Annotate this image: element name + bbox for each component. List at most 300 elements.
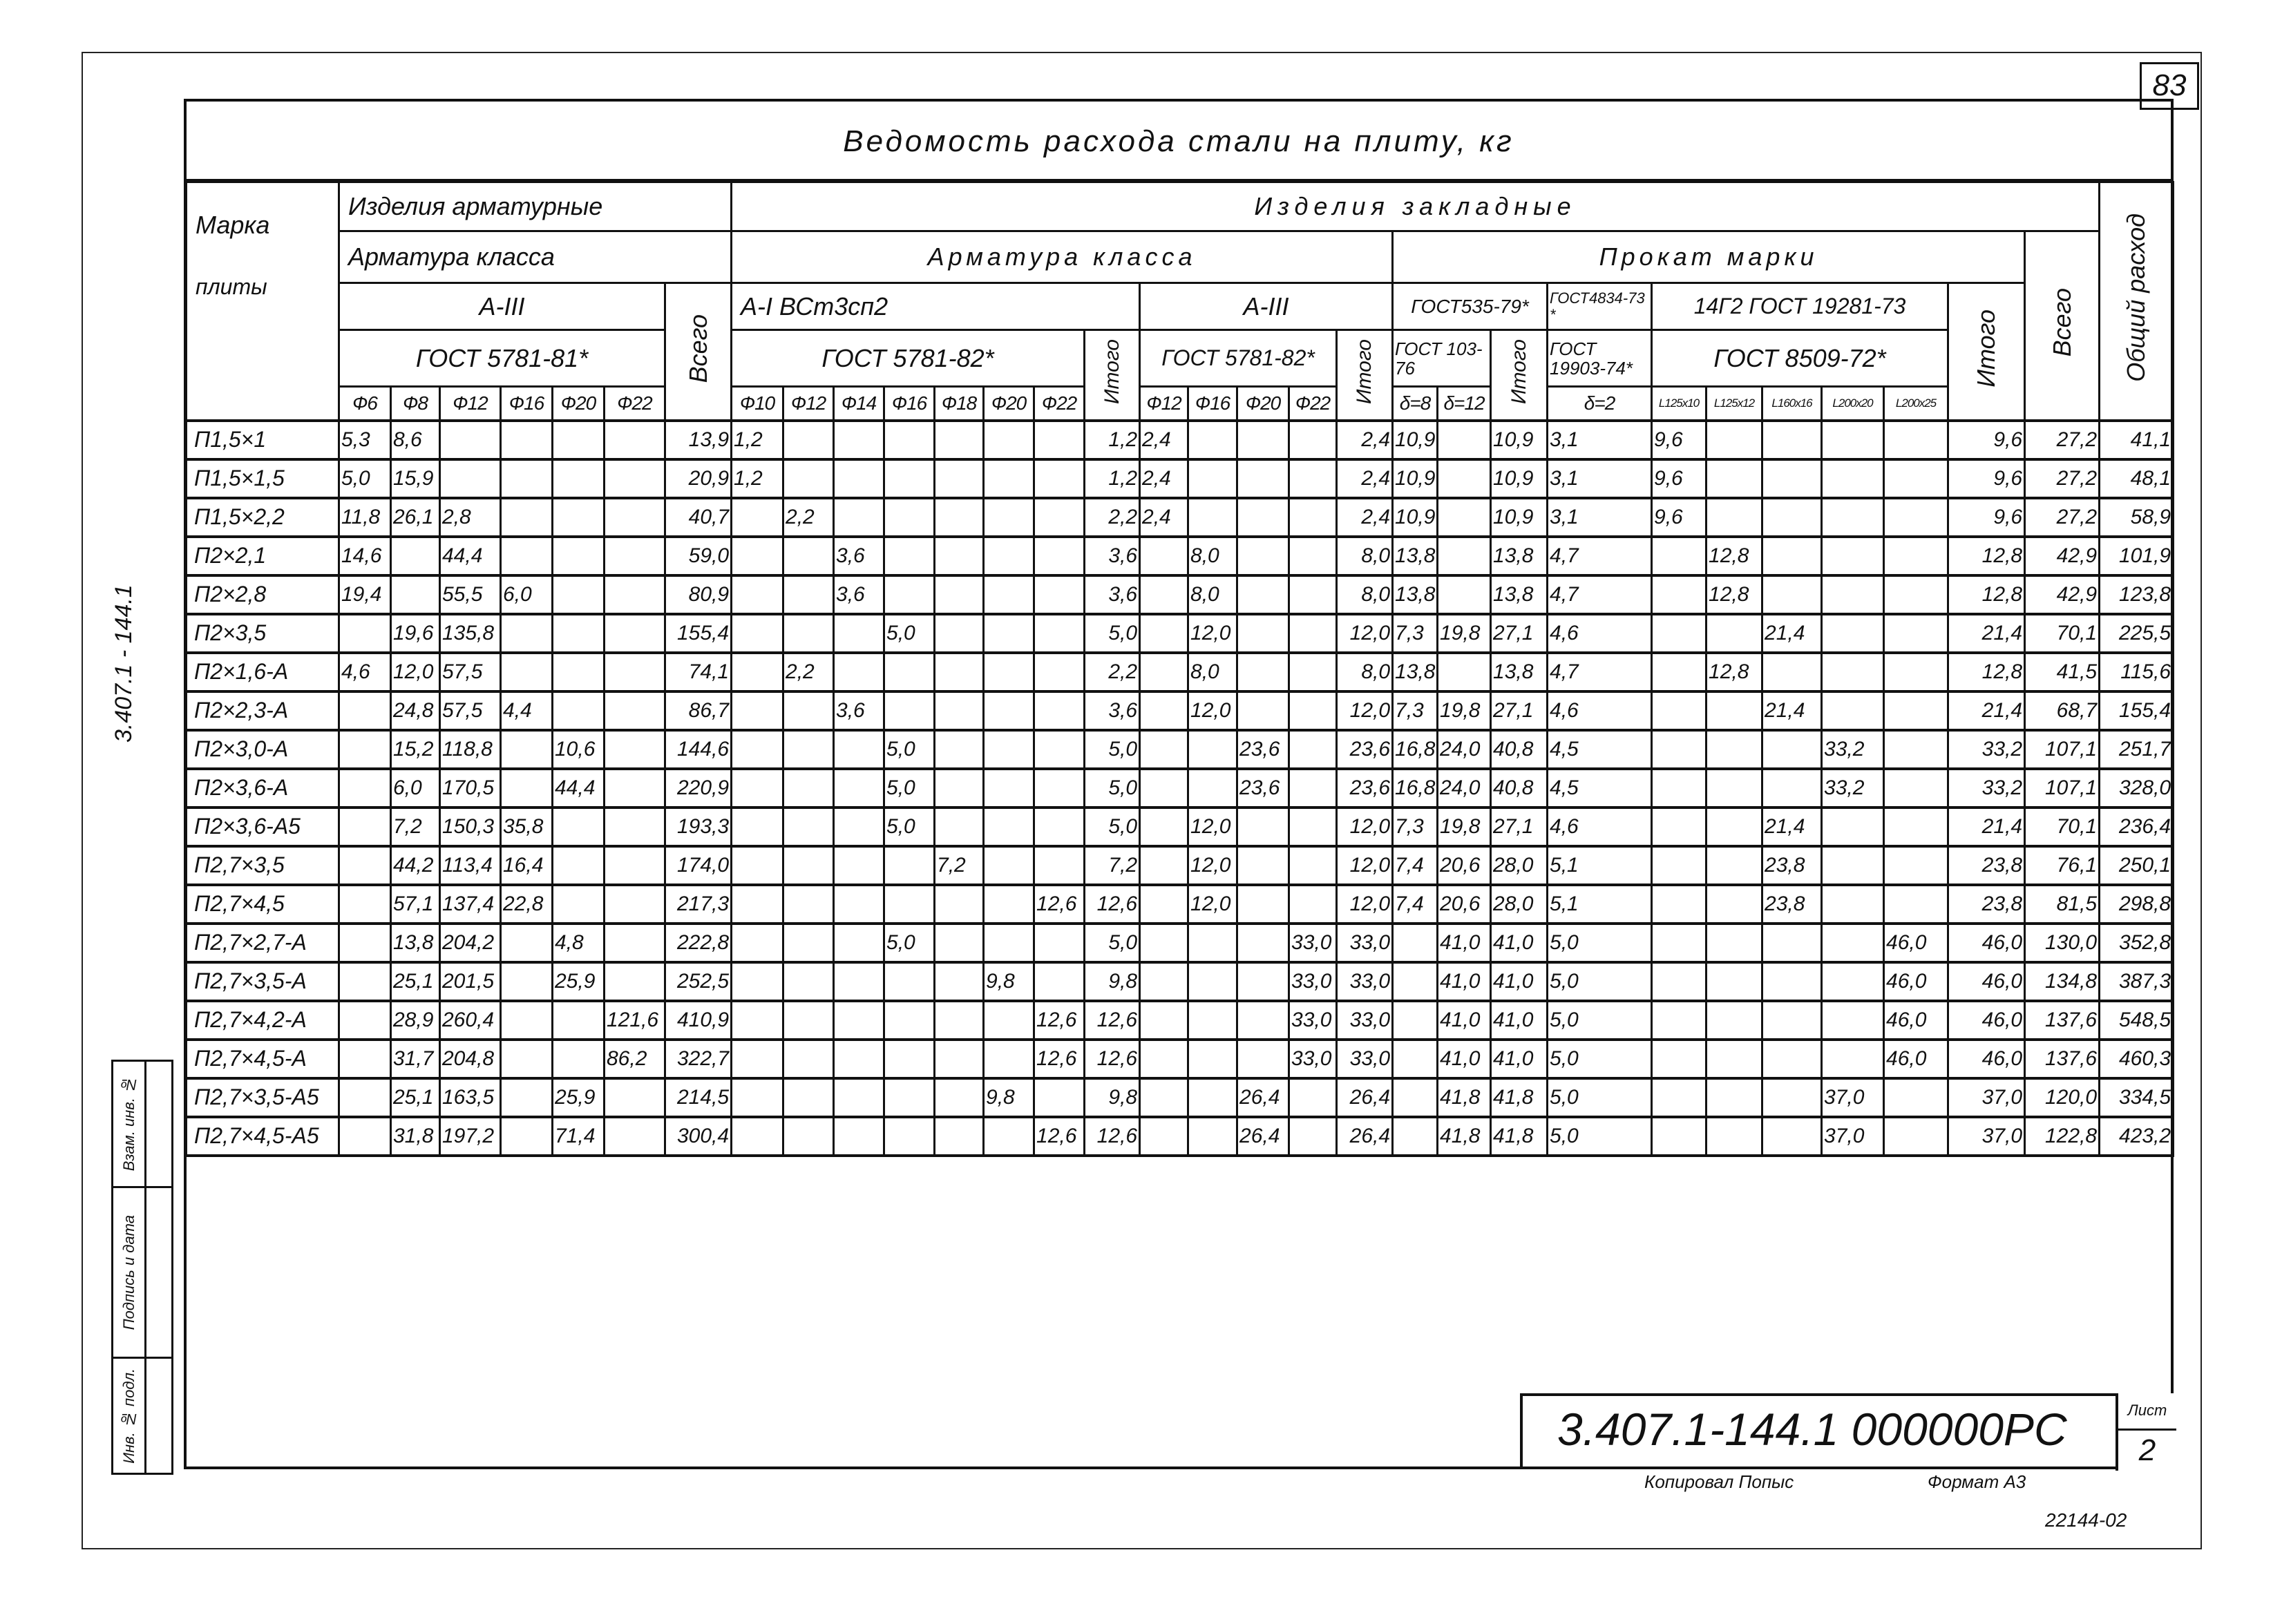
value-cell: [935, 1001, 984, 1040]
value-cell: [1289, 730, 1337, 769]
value-cell: [783, 808, 834, 846]
value-cell: 4,7: [1548, 537, 1652, 575]
value-cell: 12,0: [391, 653, 440, 691]
value-cell: 5,0: [884, 924, 935, 962]
value-cell: [1140, 653, 1188, 691]
value-cell: [1822, 459, 1884, 498]
value-cell: 21,4: [1948, 808, 2025, 846]
value-cell: [732, 885, 783, 924]
value-cell: [935, 730, 984, 769]
value-cell: 10,9: [1491, 421, 1548, 459]
value-cell: [834, 1001, 884, 1040]
steel-consumption-table: [185, 181, 2174, 1157]
value-cell: 8,0: [1337, 537, 1393, 575]
value-cell: [783, 1078, 834, 1117]
value-cell: 23,6: [1337, 730, 1393, 769]
value-cell: [1884, 653, 1948, 691]
value-cell: 423,2: [2100, 1117, 2174, 1156]
slab-mark-cell: П2,7×3,5-А: [187, 962, 339, 1001]
value-cell: [1884, 1117, 1948, 1156]
value-cell: 1,2: [732, 421, 783, 459]
table-row: [187, 924, 2174, 962]
leaf-header-a3-1: Ф12: [440, 387, 501, 421]
table-row: [187, 537, 2174, 575]
value-cell: [1237, 808, 1289, 846]
value-cell: [1707, 1078, 1762, 1117]
value-cell: 137,4: [440, 885, 501, 924]
archive-number: 22144-02: [2045, 1509, 2127, 1531]
value-cell: [1762, 575, 1822, 614]
value-cell: [1762, 769, 1822, 808]
value-cell: [1237, 846, 1289, 885]
mark-header-line1: Марка: [196, 211, 270, 239]
mark-header: [187, 182, 339, 421]
value-cell: 3,6: [834, 575, 884, 614]
value-cell: 42,9: [2025, 575, 2100, 614]
value-cell: [1884, 1078, 1948, 1117]
value-cell: 5,0: [1548, 962, 1652, 1001]
leaf-header-gost103: δ=12: [1438, 387, 1491, 421]
value-cell: [1237, 1040, 1289, 1078]
value-cell: [391, 537, 440, 575]
value-cell: 9,6: [1652, 421, 1707, 459]
value-cell: 15,9: [391, 459, 440, 498]
value-cell: [935, 808, 984, 846]
value-cell: 33,2: [1948, 769, 2025, 808]
value-cell: [732, 924, 783, 962]
value-cell: 260,4: [440, 1001, 501, 1040]
value-cell: 27,1: [1491, 691, 1548, 730]
value-cell: 23,6: [1237, 730, 1289, 769]
value-cell: 41,0: [1491, 1040, 1548, 1078]
value-cell: 57,5: [440, 691, 501, 730]
value-cell: [984, 614, 1034, 653]
value-cell: [884, 691, 935, 730]
slab-mark-cell: П2,7×4,5-А: [187, 1040, 339, 1078]
value-cell: 12,6: [1034, 1001, 1085, 1040]
leaf-header-a1: Ф12: [783, 387, 834, 421]
value-cell: 70,1: [2025, 614, 2100, 653]
value-cell: [732, 846, 783, 885]
value-cell: [1140, 808, 1188, 846]
value-cell: 31,7: [391, 1040, 440, 1078]
value-cell: 26,1: [391, 498, 440, 537]
value-cell: [834, 653, 884, 691]
class-a3-header-2: А-III: [1140, 283, 1393, 330]
value-cell: 8,6: [391, 421, 440, 459]
leaf-header-a3-1: Ф8: [391, 387, 440, 421]
value-cell: 86,7: [665, 691, 732, 730]
value-cell: 3,1: [1548, 459, 1652, 498]
value-cell: [1762, 1040, 1822, 1078]
value-cell: 217,3: [665, 885, 732, 924]
page-title: Ведомость расхода стали на плиту, кг: [185, 100, 2172, 181]
value-cell: [1438, 498, 1491, 537]
value-cell: 12,0: [1337, 885, 1393, 924]
value-cell: [834, 808, 884, 846]
value-cell: 40,8: [1491, 769, 1548, 808]
value-cell: [834, 885, 884, 924]
value-cell: 5,0: [1085, 769, 1140, 808]
value-cell: 27,2: [2025, 421, 2100, 459]
leaf-header-angle: L125x10: [1652, 387, 1707, 421]
value-cell: [1393, 1078, 1438, 1117]
value-cell: [501, 1040, 553, 1078]
value-cell: 7,2: [935, 846, 984, 885]
value-cell: 37,0: [1822, 1117, 1884, 1156]
value-cell: [553, 575, 605, 614]
value-cell: [501, 421, 553, 459]
value-cell: 7,3: [1393, 808, 1438, 846]
value-cell: 14,6: [339, 537, 391, 575]
value-cell: 4,6: [1548, 691, 1652, 730]
value-cell: [1762, 459, 1822, 498]
value-cell: [605, 808, 665, 846]
value-cell: [339, 691, 391, 730]
slab-mark-cell: П2,7×4,5-А5: [187, 1117, 339, 1156]
value-cell: [834, 421, 884, 459]
value-cell: 21,4: [1948, 691, 2025, 730]
value-cell: 9,8: [1085, 962, 1140, 1001]
value-cell: 9,6: [1652, 498, 1707, 537]
table-row: [187, 769, 2174, 808]
value-cell: [1140, 537, 1188, 575]
value-cell: 2,4: [1140, 459, 1188, 498]
value-cell: 4,8: [553, 924, 605, 962]
value-cell: [732, 962, 783, 1001]
value-cell: [553, 421, 605, 459]
value-cell: 41,5: [2025, 653, 2100, 691]
value-cell: 12,0: [1337, 691, 1393, 730]
value-cell: [834, 1117, 884, 1156]
value-cell: 204,2: [440, 924, 501, 962]
value-cell: [605, 730, 665, 769]
gost-4834-header: ГОСТ4834-73*: [1548, 283, 1652, 330]
value-cell: [339, 1001, 391, 1040]
value-cell: 44,4: [440, 537, 501, 575]
value-cell: [1034, 498, 1085, 537]
value-cell: 25,9: [553, 962, 605, 1001]
value-cell: 12,8: [1707, 537, 1762, 575]
reinforcing-products-header: Изделия арматурные: [339, 182, 732, 231]
value-cell: [1034, 808, 1085, 846]
value-cell: 12,6: [1085, 1117, 1140, 1156]
value-cell: 19,8: [1438, 614, 1491, 653]
value-cell: 27,2: [2025, 459, 2100, 498]
value-cell: 3,1: [1548, 421, 1652, 459]
value-cell: 26,4: [1337, 1078, 1393, 1117]
sheet-subtotal-header: [1491, 330, 1548, 421]
value-cell: 40,8: [1491, 730, 1548, 769]
value-cell: [834, 1078, 884, 1117]
value-cell: 7,3: [1393, 614, 1438, 653]
value-cell: 548,5: [2100, 1001, 2174, 1040]
value-cell: 6,0: [391, 769, 440, 808]
value-cell: 26,4: [1337, 1117, 1393, 1156]
table-row: [187, 1040, 2174, 1078]
value-cell: 120,0: [2025, 1078, 2100, 1117]
value-cell: [1140, 691, 1188, 730]
value-cell: [553, 498, 605, 537]
value-cell: 250,1: [2100, 846, 2174, 885]
value-cell: 41,8: [1491, 1078, 1548, 1117]
value-cell: 46,0: [1884, 1001, 1948, 1040]
value-cell: [1762, 1078, 1822, 1117]
value-cell: 7,4: [1393, 846, 1438, 885]
value-cell: [553, 1001, 605, 1040]
value-cell: [783, 846, 834, 885]
value-cell: 2,2: [1085, 498, 1140, 537]
class-a3-header-1: А-III: [339, 283, 665, 330]
value-cell: 21,4: [1948, 614, 2025, 653]
value-cell: [1652, 653, 1707, 691]
value-cell: [935, 924, 984, 962]
value-cell: [1707, 924, 1762, 962]
value-cell: 193,3: [665, 808, 732, 846]
leaf-header-a3-1: Ф16: [501, 387, 553, 421]
value-cell: [935, 1117, 984, 1156]
value-cell: 12,8: [1948, 575, 2025, 614]
value-cell: 2,2: [1085, 653, 1140, 691]
value-cell: 5,0: [1548, 1117, 1652, 1156]
leaf-header-a1: Ф10: [732, 387, 783, 421]
value-cell: 101,9: [2100, 537, 2174, 575]
value-cell: 28,0: [1491, 885, 1548, 924]
value-cell: 12,0: [1337, 846, 1393, 885]
value-cell: 4,6: [1548, 808, 1652, 846]
value-cell: 33,0: [1289, 1040, 1337, 1078]
value-cell: [884, 653, 935, 691]
value-cell: [1822, 691, 1884, 730]
value-cell: [984, 421, 1034, 459]
value-cell: 2,4: [1337, 421, 1393, 459]
document-code: 3.407.1-144.1 000000РС: [1557, 1404, 2067, 1455]
slab-mark-cell: П2×2,8: [187, 575, 339, 614]
value-cell: 33,0: [1337, 1001, 1393, 1040]
value-cell: 251,7: [2100, 730, 2174, 769]
value-cell: [1652, 1001, 1707, 1040]
table-row: [187, 1001, 2174, 1040]
value-cell: [1289, 1117, 1337, 1156]
value-cell: [1884, 846, 1948, 885]
value-cell: [732, 498, 783, 537]
value-cell: [884, 1001, 935, 1040]
value-cell: [1707, 459, 1762, 498]
value-cell: [1707, 730, 1762, 769]
a3-subtotal-header: [1337, 330, 1393, 421]
value-cell: [339, 808, 391, 846]
value-cell: [501, 498, 553, 537]
value-cell: 12,6: [1034, 885, 1085, 924]
value-cell: [1289, 459, 1337, 498]
value-cell: 20,6: [1438, 846, 1491, 885]
value-cell: 9,6: [1948, 498, 2025, 537]
value-cell: 144,6: [665, 730, 732, 769]
value-cell: 220,9: [665, 769, 732, 808]
table-row: [187, 808, 2174, 846]
value-cell: 387,3: [2100, 962, 2174, 1001]
side-code: 3.407.1 - 144.1: [111, 584, 137, 743]
value-cell: 113,4: [440, 846, 501, 885]
value-cell: [1652, 769, 1707, 808]
value-cell: 23,6: [1237, 769, 1289, 808]
value-cell: [1707, 691, 1762, 730]
value-cell: 13,8: [1491, 653, 1548, 691]
value-cell: 33,0: [1289, 1001, 1337, 1040]
value-cell: [605, 885, 665, 924]
slab-mark-cell: П2×3,6-А: [187, 769, 339, 808]
value-cell: 10,6: [553, 730, 605, 769]
value-cell: 46,0: [1948, 1001, 2025, 1040]
value-cell: [339, 614, 391, 653]
value-cell: [984, 730, 1034, 769]
value-cell: [1822, 614, 1884, 653]
value-cell: [605, 614, 665, 653]
value-cell: 107,1: [2025, 769, 2100, 808]
value-cell: [1237, 653, 1289, 691]
leaf-header-a3-1: Ф22: [605, 387, 665, 421]
value-cell: [935, 769, 984, 808]
value-cell: [834, 614, 884, 653]
value-cell: 25,1: [391, 1078, 440, 1117]
gost-535-header: ГОСТ535-79*: [1393, 283, 1548, 330]
value-cell: 8,0: [1188, 575, 1237, 614]
value-cell: 10,9: [1393, 421, 1438, 459]
value-cell: [339, 730, 391, 769]
value-cell: [605, 691, 665, 730]
value-cell: 12,6: [1034, 1117, 1085, 1156]
value-cell: 4,7: [1548, 575, 1652, 614]
value-cell: 80,9: [665, 575, 732, 614]
value-cell: [1762, 962, 1822, 1001]
value-cell: 12,8: [1948, 537, 2025, 575]
value-cell: 25,1: [391, 962, 440, 1001]
value-cell: [1652, 1078, 1707, 1117]
value-cell: [732, 1078, 783, 1117]
value-cell: [1140, 769, 1188, 808]
value-cell: 9,8: [984, 1078, 1034, 1117]
value-cell: 13,8: [1393, 575, 1438, 614]
value-cell: [1707, 1040, 1762, 1078]
value-cell: [501, 1078, 553, 1117]
value-cell: 12,0: [1188, 846, 1237, 885]
value-cell: [1140, 575, 1188, 614]
value-cell: [1237, 924, 1289, 962]
value-cell: [553, 885, 605, 924]
value-cell: [984, 808, 1034, 846]
mark-header-line2: плиты: [196, 274, 267, 299]
slab-mark-cell: П2×1,6-А: [187, 653, 339, 691]
value-cell: [732, 614, 783, 653]
value-cell: [1188, 769, 1237, 808]
value-cell: 7,2: [391, 808, 440, 846]
value-cell: [1237, 691, 1289, 730]
value-cell: [1822, 498, 1884, 537]
value-cell: [834, 730, 884, 769]
table-row: [187, 614, 2174, 653]
value-cell: [1289, 498, 1337, 537]
value-cell: 4,6: [1548, 614, 1652, 653]
value-cell: [1707, 1001, 1762, 1040]
value-cell: [1289, 1078, 1337, 1117]
value-cell: 33,2: [1822, 730, 1884, 769]
value-cell: 12,0: [1188, 691, 1237, 730]
value-cell: 222,8: [665, 924, 732, 962]
value-cell: [1289, 691, 1337, 730]
value-cell: [1438, 421, 1491, 459]
value-cell: 4,5: [1548, 730, 1652, 769]
value-cell: [1438, 653, 1491, 691]
rebar-class-header-2: Арматура класса: [732, 231, 1393, 283]
value-cell: 57,5: [440, 653, 501, 691]
value-cell: [1140, 614, 1188, 653]
value-cell: 410,9: [665, 1001, 732, 1040]
value-cell: 19,6: [391, 614, 440, 653]
value-cell: 13,8: [1491, 575, 1548, 614]
table-row: [187, 421, 2174, 459]
gost-5781-82-header-b: ГОСТ 5781-82*: [1140, 330, 1337, 387]
value-cell: 16,8: [1393, 769, 1438, 808]
slab-mark-cell: П2,7×2,7-А: [187, 924, 339, 962]
table-body: [187, 421, 2174, 1156]
value-cell: 6,0: [501, 575, 553, 614]
value-cell: 5,1: [1548, 846, 1652, 885]
value-cell: 41,1: [2100, 421, 2174, 459]
value-cell: 23,8: [1948, 885, 2025, 924]
value-cell: 10,9: [1491, 459, 1548, 498]
value-cell: 2,4: [1337, 498, 1393, 537]
value-cell: 25,9: [553, 1078, 605, 1117]
value-cell: 121,6: [605, 1001, 665, 1040]
value-cell: [1140, 730, 1188, 769]
value-cell: [553, 537, 605, 575]
value-cell: [1822, 846, 1884, 885]
value-cell: 59,0: [665, 537, 732, 575]
value-cell: [605, 1117, 665, 1156]
value-cell: [1707, 498, 1762, 537]
value-cell: 3,6: [1085, 575, 1140, 614]
value-cell: [732, 1117, 783, 1156]
value-cell: [1188, 1117, 1237, 1156]
value-cell: 2,2: [783, 498, 834, 537]
value-cell: 21,4: [1762, 691, 1822, 730]
leaf-header-a3-1: Ф6: [339, 387, 391, 421]
value-cell: [1140, 1040, 1188, 1078]
leaf-header-gost103: δ=8: [1393, 387, 1438, 421]
value-cell: [1289, 575, 1337, 614]
value-cell: 5,0: [1085, 614, 1140, 653]
value-cell: 5,0: [884, 808, 935, 846]
value-cell: [1289, 653, 1337, 691]
value-cell: 41,8: [1438, 1078, 1491, 1117]
value-cell: [884, 1040, 935, 1078]
value-cell: [553, 691, 605, 730]
leaf-header-a3-2: Ф20: [1237, 387, 1289, 421]
value-cell: [1822, 924, 1884, 962]
table-row: [187, 846, 2174, 885]
value-cell: [834, 962, 884, 1001]
value-cell: 41,0: [1438, 924, 1491, 962]
leaf-header-angle: L200x20: [1822, 387, 1884, 421]
value-cell: 12,0: [1188, 614, 1237, 653]
value-cell: [1762, 537, 1822, 575]
value-cell: 225,5: [2100, 614, 2174, 653]
value-cell: 46,0: [1884, 962, 1948, 1001]
stamp-replaced-inv: [113, 1062, 144, 1188]
value-cell: [1034, 730, 1085, 769]
leaf-header-a1: Ф22: [1034, 387, 1085, 421]
value-cell: [391, 575, 440, 614]
